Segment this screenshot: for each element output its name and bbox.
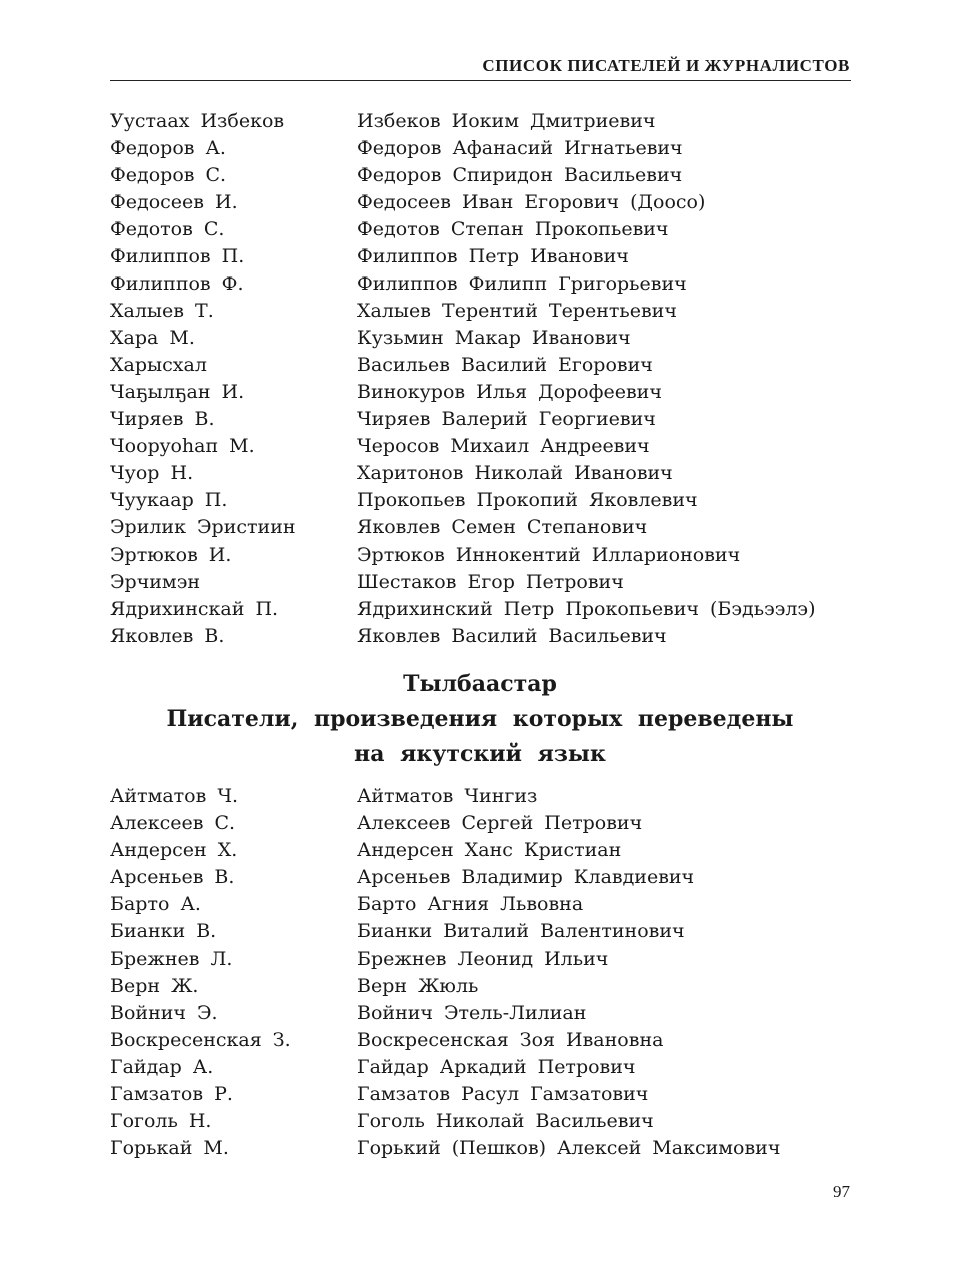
- pseudonym: Чуор Н.: [110, 462, 194, 485]
- pseudonym: Айтматов Ч.: [110, 785, 239, 807]
- real-name: Избеков Иоким Дмитриевич: [357, 110, 656, 132]
- pseudonym: Федосеев И.: [110, 191, 238, 214]
- real-name: Эртюков Иннокентий Илларионович: [357, 543, 741, 566]
- list-row: [110, 918, 850, 945]
- pseudonym: Эрчимэн: [110, 570, 201, 593]
- list-row: [110, 837, 850, 864]
- list-row: [110, 514, 850, 541]
- real-name: Брежнев Леонид Ильич: [357, 947, 609, 970]
- real-name: Ядрихинский Петр Прокопьевич (Бэдьээлэ): [357, 597, 816, 620]
- pseudonym: Федоров А.: [110, 137, 226, 160]
- real-name: Федотов Степан Прокопьевич: [357, 218, 669, 241]
- pseudonym: Верн Ж.: [110, 974, 199, 997]
- section-subtitle-line1: Писатели, произведения которых переведены: [166, 706, 794, 732]
- real-name: Черосов Михаил Андреевич: [357, 435, 650, 458]
- list-row: [110, 946, 850, 973]
- pseudonym: Чуукаар П.: [110, 489, 228, 512]
- list-row: [110, 1054, 850, 1081]
- real-name: Андерсен Ханс Кристиан: [357, 839, 622, 862]
- pseudonym: Чаҕылҕан И.: [110, 380, 245, 403]
- pseudonym: Хара М.: [110, 326, 195, 349]
- pseudonym: Горькай М.: [110, 1137, 229, 1160]
- pseudonym: Халыев Т.: [110, 299, 214, 322]
- list-row: [110, 325, 850, 352]
- pseudonym: Эртюков И.: [110, 543, 232, 566]
- real-name: Федоров Афанасий Игнатьевич: [357, 137, 683, 160]
- running-title: СПИСОК ПИСАТЕЛЕЙ И ЖУРНАЛИСТОВ: [482, 56, 850, 75]
- pseudonym: Алексеев С.: [110, 812, 236, 835]
- real-name: Филиппов Филипп Григорьевич: [357, 272, 687, 295]
- real-name: Гамзатов Расул Гамзатович: [357, 1083, 649, 1106]
- real-name: Федоров Спиридон Васильевич: [357, 164, 683, 187]
- list-row: [110, 216, 850, 243]
- list-row: [110, 891, 850, 918]
- pseudonym: Бианки В.: [110, 920, 217, 943]
- list-row: [110, 162, 850, 189]
- list-row: [110, 433, 850, 460]
- pseudonym: Уустаах Избеков: [110, 110, 285, 132]
- real-name: Арсеньев Владимир Клавдиевич: [357, 866, 695, 889]
- real-name: Воскресенская Зоя Ивановна: [357, 1028, 664, 1051]
- pseudonym: Филиппов П.: [110, 245, 245, 268]
- list-row: [110, 189, 850, 216]
- list-row: [110, 1108, 850, 1135]
- real-name: Яковлев Семен Степанович: [357, 516, 648, 539]
- page-number: 97: [833, 1182, 850, 1201]
- list-row: [110, 487, 850, 514]
- real-name: Филиппов Петр Иванович: [357, 245, 629, 268]
- real-name: Гоголь Николай Васильевич: [357, 1110, 654, 1133]
- list-row: [110, 810, 850, 837]
- real-name: Верн Жюль: [357, 974, 479, 997]
- pseudonym: Харысхал: [110, 353, 207, 376]
- section-title: Тылбаастар: [403, 671, 557, 697]
- list-row: [110, 783, 850, 810]
- pseudonym: Гайдар А.: [110, 1055, 214, 1078]
- list-row: [110, 973, 850, 1000]
- real-name: Войнич Этель-Лилиан: [357, 1001, 587, 1024]
- list-row: [110, 243, 850, 270]
- list-row: [110, 379, 850, 406]
- list-row: [110, 352, 850, 379]
- list-row: [110, 460, 850, 487]
- header-rule: [110, 80, 851, 81]
- real-name: Прокопьев Прокопий Яковлевич: [357, 489, 698, 512]
- real-name: Бианки Виталий Валентинович: [357, 920, 685, 943]
- real-name: Винокуров Илья Дорофеевич: [357, 380, 662, 403]
- real-name: Барто Агния Львовна: [357, 893, 584, 916]
- list-row: [110, 1000, 850, 1027]
- real-name: Васильев Василий Егорович: [357, 353, 653, 376]
- real-name: Горький (Пешков) Алексей Максимович: [357, 1137, 781, 1160]
- pseudonym: Барто А.: [110, 893, 201, 916]
- real-name: Шестаков Егор Петрович: [357, 570, 624, 593]
- pseudonym: Гоголь Н.: [110, 1110, 212, 1133]
- list-row: [110, 108, 850, 135]
- pseudonym: Филиппов Ф.: [110, 272, 244, 295]
- real-name: Айтматов Чингиз: [357, 785, 538, 807]
- list-row: [110, 271, 850, 298]
- list-row: [110, 135, 850, 162]
- real-name: Чиряев Валерий Георгиевич: [357, 408, 656, 431]
- real-name: Федосеев Иван Егорович (Доосо): [357, 191, 706, 214]
- real-name: Яковлев Василий Васильевич: [357, 624, 667, 647]
- list-row: [110, 623, 850, 650]
- list-row: [110, 542, 850, 569]
- section-subtitle-line2: на якутский язык: [354, 741, 606, 767]
- pseudonym: Яковлев В.: [110, 624, 225, 647]
- real-name: Халыев Терентий Терентьевич: [357, 299, 677, 322]
- list-row: [110, 298, 850, 325]
- real-name: Харитонов Николай Иванович: [357, 462, 673, 485]
- pseudonym: Брежнев Л.: [110, 947, 233, 970]
- pseudonym: Арсеньев В.: [110, 866, 235, 889]
- list-row: [110, 406, 850, 433]
- pseudonym: Андерсен Х.: [110, 839, 238, 862]
- real-name: Кузьмин Макар Иванович: [357, 326, 631, 349]
- pseudonym: Эрилик Эристиин: [110, 516, 296, 539]
- pseudonym: Федотов С.: [110, 218, 225, 241]
- pseudonym: Чоорyоhап М.: [110, 435, 255, 458]
- list-row: [110, 864, 850, 891]
- list-row: [110, 1135, 850, 1162]
- list-row: [110, 596, 850, 623]
- pseudonym: Воскресенская З.: [110, 1028, 291, 1051]
- pseudonym: Чиряев В.: [110, 408, 215, 431]
- real-name: Алексеев Сергей Петрович: [357, 812, 643, 835]
- pseudonym: Федоров С.: [110, 164, 227, 187]
- pseudonym: Ядрихинскай П.: [110, 597, 279, 620]
- pseudonym: Войнич Э.: [110, 1001, 218, 1024]
- list-row: [110, 569, 850, 596]
- list-row: [110, 1081, 850, 1108]
- real-name: Гайдар Аркадий Петрович: [357, 1055, 636, 1078]
- bottom-name-list: [110, 783, 850, 1162]
- top-name-list: [110, 108, 850, 650]
- list-row: [110, 1027, 850, 1054]
- pseudonym: Гамзатов Р.: [110, 1083, 233, 1106]
